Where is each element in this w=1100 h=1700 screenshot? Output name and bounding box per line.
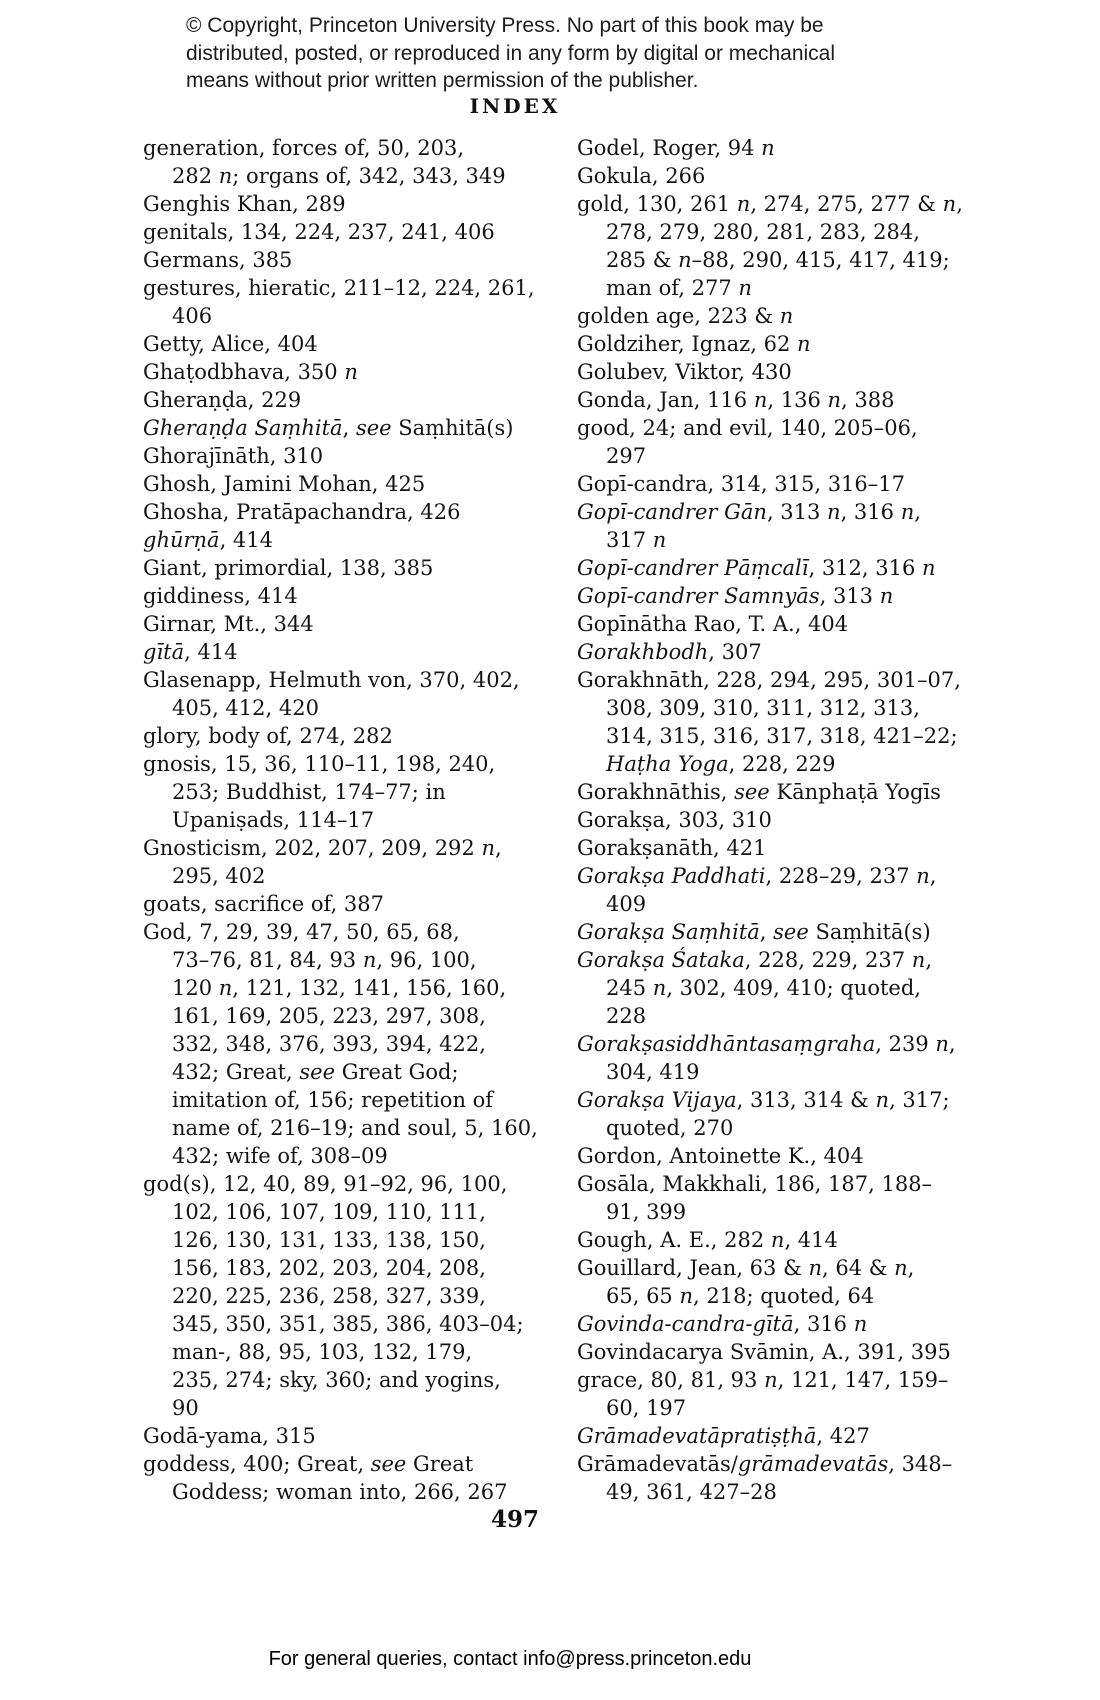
index-line bbox=[143, 302, 563, 330]
index-text-italic: n bbox=[911, 948, 926, 972]
index-text: Godā-yama, 315 bbox=[143, 1424, 316, 1448]
index-text-italic: Gopī-candrer Samnyās bbox=[577, 584, 820, 608]
index-line bbox=[577, 414, 1037, 442]
index-line bbox=[577, 806, 1037, 834]
index-line bbox=[143, 470, 563, 498]
index-line bbox=[577, 582, 1037, 610]
copyright-notice bbox=[186, 12, 846, 95]
index-text: good, 24; and evil, 140, 205–06, bbox=[577, 416, 918, 440]
index-text: , bbox=[759, 920, 774, 944]
index-text: Germans, 385 bbox=[143, 248, 293, 272]
index-text: Gonda, Jan, 116 bbox=[577, 388, 754, 412]
index-line bbox=[143, 1394, 563, 1422]
index-line bbox=[143, 1002, 563, 1030]
index-text: Upaniṣads, 114–17 bbox=[172, 808, 375, 832]
index-line bbox=[577, 778, 1037, 806]
index-line bbox=[143, 358, 563, 386]
index-line bbox=[143, 1142, 563, 1170]
index-text: Gokula, 266 bbox=[577, 164, 706, 188]
index-text: , 427 bbox=[816, 1424, 870, 1448]
index-line bbox=[577, 330, 1037, 358]
index-text: golden age, 223 & bbox=[577, 304, 780, 328]
index-line bbox=[577, 1282, 1037, 1310]
index-text-italic: n bbox=[916, 864, 930, 888]
copyright-line: means without prior written permission of the publisher. bbox=[186, 69, 699, 92]
index-text: , 96, 100, bbox=[376, 948, 477, 972]
index-text: , bbox=[494, 836, 502, 860]
index-text-italic: n bbox=[922, 556, 936, 580]
index-line bbox=[143, 666, 563, 694]
index-text: 161, 169, 205, 223, 297, 308, bbox=[172, 1004, 486, 1028]
index-text-italic: n bbox=[779, 304, 794, 328]
index-line bbox=[577, 134, 1037, 162]
index-text: god(s), 12, 40, 89, 91–92, 96, 100, bbox=[143, 1172, 508, 1196]
index-text-italic: n bbox=[808, 1256, 822, 1280]
index-text: 278, 279, 280, 281, 283, 284, bbox=[606, 220, 920, 244]
index-text-italic: Grāmadevatāpratiṣṭhā bbox=[577, 1424, 817, 1448]
index-text: , bbox=[956, 192, 963, 216]
index-text-italic: Gorakṣa Vijaya bbox=[577, 1088, 737, 1112]
index-line bbox=[143, 1170, 563, 1198]
index-line bbox=[577, 442, 1037, 470]
index-line bbox=[143, 974, 563, 1002]
index-line bbox=[577, 1478, 1037, 1506]
index-line bbox=[143, 806, 563, 834]
index-text: , 313 bbox=[819, 584, 880, 608]
index-text: name of, 216–19; and soul, 5, 160, bbox=[172, 1116, 538, 1140]
index-text: Glasenapp, Helmuth von, 370, 402, bbox=[143, 668, 520, 692]
index-line bbox=[577, 1310, 1037, 1338]
index-text: Gheraṇḍa, 229 bbox=[143, 388, 302, 412]
index-text: Gordon, Antoinette K., 404 bbox=[577, 1144, 864, 1168]
index-text-italic: Gorakhbodh bbox=[577, 640, 709, 664]
index-text-italic: n bbox=[894, 1256, 908, 1280]
index-line bbox=[143, 610, 563, 638]
index-text: 409 bbox=[606, 892, 647, 916]
index-text: , 218; quoted, 64 bbox=[693, 1284, 875, 1308]
index-line bbox=[143, 1086, 563, 1114]
index-text: 228 bbox=[606, 1004, 647, 1028]
index-column-right bbox=[577, 134, 1037, 1506]
index-text: 405, 412, 420 bbox=[172, 696, 319, 720]
index-line bbox=[143, 1422, 563, 1450]
index-text: Great bbox=[406, 1452, 474, 1476]
index-text: Girnar, Mt., 344 bbox=[143, 612, 314, 636]
index-text-italic: see bbox=[299, 1060, 336, 1084]
index-text: gold, 130, 261 bbox=[577, 192, 737, 216]
page-number: 497 bbox=[490, 1506, 539, 1533]
index-text-italic: Gheraṇḍa Saṃhitā bbox=[143, 416, 343, 440]
index-line bbox=[577, 302, 1037, 330]
index-text: , 228, 229, 237 bbox=[744, 948, 912, 972]
index-text: , 64 & bbox=[821, 1256, 895, 1280]
index-line bbox=[577, 1366, 1037, 1394]
index-line bbox=[577, 162, 1037, 190]
index-line bbox=[143, 554, 563, 582]
index-text-italic: n bbox=[853, 1312, 868, 1336]
index-text: man of, 277 bbox=[606, 276, 739, 300]
index-line bbox=[577, 1086, 1037, 1114]
index-text-italic: n bbox=[879, 584, 894, 608]
index-line bbox=[577, 554, 1037, 582]
index-line bbox=[143, 274, 563, 302]
index-line bbox=[143, 582, 563, 610]
index-text: gnosis, 15, 36, 110–11, 198, 240, bbox=[143, 752, 496, 776]
index-text: , bbox=[342, 416, 356, 440]
index-line bbox=[143, 862, 563, 890]
index-text: 297 bbox=[606, 444, 647, 468]
index-text-italic: n bbox=[764, 1368, 778, 1392]
index-line bbox=[143, 1030, 563, 1058]
index-line bbox=[143, 1282, 563, 1310]
index-text: Gnosticism, 202, 207, 209, 292 bbox=[143, 836, 482, 860]
index-text: 60, 197 bbox=[606, 1396, 687, 1420]
index-line bbox=[577, 862, 1037, 890]
index-text: 432; Great, bbox=[172, 1060, 300, 1084]
index-text: 102, 106, 107, 109, 110, 111, bbox=[172, 1200, 486, 1224]
index-text: , bbox=[948, 1032, 956, 1056]
index-text: 235, 274; sky, 360; and yogins, bbox=[172, 1368, 501, 1392]
index-line bbox=[577, 890, 1037, 918]
index-line bbox=[577, 834, 1037, 862]
index-text-italic: see bbox=[370, 1452, 407, 1476]
index-text: Kānphaṭā Yogīs bbox=[769, 780, 941, 804]
index-text: 126, 130, 131, 133, 138, 150, bbox=[172, 1228, 486, 1252]
footer-contact: For general queries, contact info@press.princeton.edu bbox=[268, 1648, 752, 1670]
index-text: , bbox=[907, 1256, 915, 1280]
index-line bbox=[577, 498, 1037, 526]
index-line bbox=[577, 190, 1037, 218]
index-column-left bbox=[143, 134, 563, 1506]
index-text: , 316 bbox=[840, 500, 901, 524]
index-text: Goldziher, Ignaz, 62 bbox=[577, 332, 797, 356]
index-text: Genghis Khan, 289 bbox=[143, 192, 346, 216]
index-line bbox=[143, 526, 563, 554]
index-text-italic: Gorakṣa Paddhati bbox=[577, 864, 766, 888]
index-text-italic: Gorakṣa Śataka bbox=[577, 948, 745, 972]
index-text: , 414 bbox=[219, 528, 274, 552]
index-text: –88, 290, 415, 417, 419; bbox=[691, 248, 950, 272]
index-line bbox=[577, 470, 1037, 498]
index-line bbox=[577, 1058, 1037, 1086]
index-line bbox=[577, 1338, 1037, 1366]
index-text: , bbox=[929, 864, 937, 888]
index-text: 282 bbox=[172, 164, 219, 188]
index-text: glory, body of, 274, 282 bbox=[143, 724, 393, 748]
index-line bbox=[577, 218, 1037, 246]
index-text: goats, sacrifice of, 387 bbox=[143, 892, 384, 916]
index-text: , 414 bbox=[784, 1228, 838, 1252]
index-line bbox=[143, 694, 563, 722]
index-line bbox=[577, 274, 1037, 302]
index-text: Ghosh, Jamini Mohan, 425 bbox=[143, 472, 426, 496]
index-line bbox=[577, 1450, 1037, 1478]
index-line bbox=[143, 414, 563, 442]
index-text: 91, 399 bbox=[606, 1200, 687, 1224]
index-line bbox=[577, 694, 1037, 722]
index-text-italic: n bbox=[770, 1228, 785, 1252]
index-text-italic: n bbox=[652, 976, 667, 1000]
index-line bbox=[143, 134, 563, 162]
index-text: , 228–29, 237 bbox=[765, 864, 917, 888]
index-text-italic: Gorakṣasiddhāntasaṃgraha bbox=[577, 1032, 876, 1056]
index-line bbox=[577, 1142, 1037, 1170]
index-line bbox=[577, 946, 1037, 974]
index-text-italic: n bbox=[481, 836, 495, 860]
index-text: genitals, 134, 224, 237, 241, 406 bbox=[143, 220, 495, 244]
index-line bbox=[143, 750, 563, 778]
index-line bbox=[143, 1058, 563, 1086]
index-text-italic: n bbox=[875, 1088, 890, 1112]
index-text: 73–76, 81, 84, 93 bbox=[172, 948, 363, 972]
index-line bbox=[143, 946, 563, 974]
index-text: Gough, A. E., 282 bbox=[577, 1228, 771, 1252]
index-text: Grāmadevatās/ bbox=[577, 1452, 738, 1476]
index-text-italic: n bbox=[900, 500, 915, 524]
index-text: 345, 350, 351, 385, 386, 403–04; bbox=[172, 1312, 524, 1336]
index-text-italic: Govinda-candra-gītā bbox=[577, 1312, 794, 1336]
index-line bbox=[143, 218, 563, 246]
index-line bbox=[577, 666, 1037, 694]
index-line bbox=[577, 1114, 1037, 1142]
index-text: imitation of, 156; repetition of bbox=[172, 1088, 494, 1112]
index-text: 49, 361, 427–28 bbox=[606, 1480, 777, 1504]
index-text-italic: n bbox=[362, 948, 377, 972]
index-text: God, 7, 29, 39, 47, 50, 65, 68, bbox=[143, 920, 460, 944]
index-text: 285 & bbox=[606, 248, 679, 272]
index-text: 332, 348, 376, 393, 394, 422, bbox=[172, 1032, 486, 1056]
index-text: Goddess; woman into, 266, 267 bbox=[172, 1480, 508, 1504]
index-text-italic: n bbox=[738, 276, 752, 300]
copyright-line: distributed, posted, or reproduced in any form by digital or mechanical bbox=[186, 41, 836, 65]
index-text: Gopī-candra, 314, 315, 316–17 bbox=[577, 472, 906, 496]
index-line bbox=[577, 386, 1037, 414]
index-line bbox=[577, 750, 1037, 778]
index-text: ; organs of, 342, 343, 349 bbox=[232, 164, 506, 188]
index-text: , 312, 316 bbox=[808, 556, 923, 580]
index-text-italic: n bbox=[797, 332, 811, 356]
index-text-italic: see bbox=[773, 920, 809, 944]
index-text: quoted, 270 bbox=[606, 1116, 734, 1140]
index-text: Golubev, Viktor, 430 bbox=[577, 360, 792, 384]
index-text: , bbox=[914, 500, 921, 524]
index-line bbox=[577, 1030, 1037, 1058]
index-text-italic: Gopī-candrer Gān bbox=[577, 500, 767, 524]
index-line bbox=[143, 1226, 563, 1254]
index-text: 314, 315, 316, 317, 318, 421–22; bbox=[606, 724, 958, 748]
index-line bbox=[143, 1114, 563, 1142]
index-line bbox=[143, 498, 563, 526]
index-text: Godel, Roger, 94 bbox=[577, 136, 762, 160]
index-text: 245 bbox=[606, 976, 653, 1000]
index-line bbox=[577, 1394, 1037, 1422]
index-text: , 316 bbox=[793, 1312, 854, 1336]
index-text: Getty, Alice, 404 bbox=[143, 332, 318, 356]
index-text: 220, 225, 236, 258, 327, 339, bbox=[172, 1284, 486, 1308]
index-text: 304, 419 bbox=[606, 1060, 700, 1084]
index-line bbox=[577, 638, 1037, 666]
index-text: Gorakṣanāth, 421 bbox=[577, 836, 767, 860]
index-line bbox=[143, 834, 563, 862]
index-line bbox=[143, 1478, 563, 1506]
index-text: 253; Buddhist, 174–77; in bbox=[172, 780, 446, 804]
index-line bbox=[577, 358, 1037, 386]
index-line bbox=[577, 246, 1037, 274]
index-line bbox=[143, 1310, 563, 1338]
index-line bbox=[577, 722, 1037, 750]
index-text-italic: grāmadevatās bbox=[737, 1452, 889, 1476]
index-text-italic: Gopī-candrer Pāṃcalī bbox=[577, 556, 809, 580]
index-text: , bbox=[925, 948, 932, 972]
index-text: Gouillard, Jean, 63 & bbox=[577, 1256, 809, 1280]
index-line bbox=[143, 1254, 563, 1282]
index-text: , 388 bbox=[841, 388, 895, 412]
index-text: 65, 65 bbox=[606, 1284, 680, 1308]
index-text-italic: n bbox=[344, 360, 358, 384]
index-text-italic: see bbox=[355, 416, 392, 440]
index-line bbox=[143, 722, 563, 750]
index-text: 295, 402 bbox=[172, 864, 266, 888]
index-text: , 313, 314 & bbox=[736, 1088, 876, 1112]
index-text-italic: ghūrṇā bbox=[143, 528, 220, 552]
index-line bbox=[577, 1198, 1037, 1226]
index-text: grace, 80, 81, 93 bbox=[577, 1368, 765, 1392]
index-text: , 313 bbox=[766, 500, 828, 524]
index-text: , 317; bbox=[889, 1088, 950, 1112]
index-line bbox=[143, 1198, 563, 1226]
index-text: 406 bbox=[172, 304, 213, 328]
index-line bbox=[577, 1226, 1037, 1254]
index-text: generation, forces of, 50, 203, bbox=[143, 136, 464, 160]
index-text-italic: n bbox=[218, 164, 233, 188]
index-text: Great God; bbox=[335, 1060, 459, 1084]
index-text-italic: Gorakṣa Saṃhitā bbox=[577, 920, 760, 944]
index-line bbox=[143, 442, 563, 470]
index-line bbox=[143, 190, 563, 218]
index-text: gestures, hieratic, 211–12, 224, 261, bbox=[143, 276, 535, 300]
index-text: Ghosha, Pratāpachandra, 426 bbox=[143, 500, 461, 524]
index-text-italic: n bbox=[942, 192, 957, 216]
page-title: INDEX bbox=[469, 94, 561, 118]
index-text: Gorakhnāthis, bbox=[577, 780, 735, 804]
index-text: , 302, 409, 410; quoted, bbox=[666, 976, 921, 1000]
index-text: Gorakṣa, 303, 310 bbox=[577, 808, 772, 832]
index-text-italic: n bbox=[736, 192, 751, 216]
index-line bbox=[143, 918, 563, 946]
index-text: Saṃhitā(s) bbox=[391, 416, 514, 440]
index-text: , 414 bbox=[184, 640, 238, 664]
index-line bbox=[577, 1170, 1037, 1198]
index-text: Gopīnātha Rao, T. A., 404 bbox=[577, 612, 849, 636]
index-text-italic: n bbox=[678, 248, 692, 272]
index-line bbox=[143, 1366, 563, 1394]
index-line bbox=[577, 918, 1037, 946]
index-text: , 274, 275, 277 & bbox=[750, 192, 943, 216]
index-line bbox=[143, 638, 563, 666]
index-text: , 121, 132, 141, 156, 160, bbox=[232, 976, 507, 1000]
index-line bbox=[143, 778, 563, 806]
copyright-line: © Copyright, Princeton University Press. No part of this book may be bbox=[186, 14, 824, 37]
index-text: , 239 bbox=[875, 1032, 936, 1056]
index-line bbox=[577, 1002, 1037, 1030]
index-text-italic: n bbox=[827, 500, 841, 524]
index-text: Govindacarya Svāmin, A., 391, 395 bbox=[577, 1340, 951, 1364]
index-line bbox=[143, 162, 563, 190]
index-line bbox=[143, 246, 563, 274]
index-text: 120 bbox=[172, 976, 219, 1000]
index-text: Giant, primordial, 138, 385 bbox=[143, 556, 434, 580]
index-text-italic: n bbox=[761, 136, 775, 160]
index-text: 156, 183, 202, 203, 204, 208, bbox=[172, 1256, 486, 1280]
index-text: 308, 309, 310, 311, 312, 313, bbox=[606, 696, 920, 720]
index-line bbox=[577, 526, 1037, 554]
index-text: goddess, 400; Great, bbox=[143, 1452, 371, 1476]
index-text: giddiness, 414 bbox=[143, 584, 298, 608]
index-line bbox=[577, 610, 1037, 638]
index-line bbox=[577, 1422, 1037, 1450]
index-line bbox=[577, 974, 1037, 1002]
index-text: 432; wife of, 308–09 bbox=[172, 1144, 388, 1168]
index-text-italic: n bbox=[827, 388, 842, 412]
index-text: Gorakhnāth, 228, 294, 295, 301–07, bbox=[577, 668, 961, 692]
index-line bbox=[143, 330, 563, 358]
index-line bbox=[143, 890, 563, 918]
index-text-italic: n bbox=[935, 1032, 949, 1056]
index-text: , 228, 229 bbox=[728, 752, 836, 776]
index-text-italic: see bbox=[734, 780, 770, 804]
index-text-italic: n bbox=[652, 528, 667, 552]
index-text: 90 bbox=[172, 1396, 199, 1420]
index-text: , 121, 147, 159– bbox=[777, 1368, 949, 1392]
index-line bbox=[143, 1450, 563, 1478]
index-text: , 307 bbox=[708, 640, 762, 664]
index-text-italic: n bbox=[218, 976, 233, 1000]
index-text: , 136 bbox=[767, 388, 828, 412]
index-line bbox=[577, 1254, 1037, 1282]
index-text: Saṃhitā(s) bbox=[808, 920, 931, 944]
index-text: Ghaṭodbhava, 350 bbox=[143, 360, 345, 384]
index-text-italic: Haṭha Yoga bbox=[606, 752, 729, 776]
index-text: , 348– bbox=[888, 1452, 953, 1476]
index-line bbox=[143, 386, 563, 414]
index-text: Gosāla, Makkhali, 186, 187, 188– bbox=[577, 1172, 933, 1196]
index-text: Ghorajīnāth, 310 bbox=[143, 444, 324, 468]
index-text-italic: n bbox=[679, 1284, 694, 1308]
index-text-italic: n bbox=[753, 388, 768, 412]
index-line bbox=[143, 1338, 563, 1366]
index-text-italic: gītā bbox=[143, 640, 185, 664]
index-text: 317 bbox=[606, 528, 653, 552]
index-text: man-, 88, 95, 103, 132, 179, bbox=[172, 1340, 473, 1364]
